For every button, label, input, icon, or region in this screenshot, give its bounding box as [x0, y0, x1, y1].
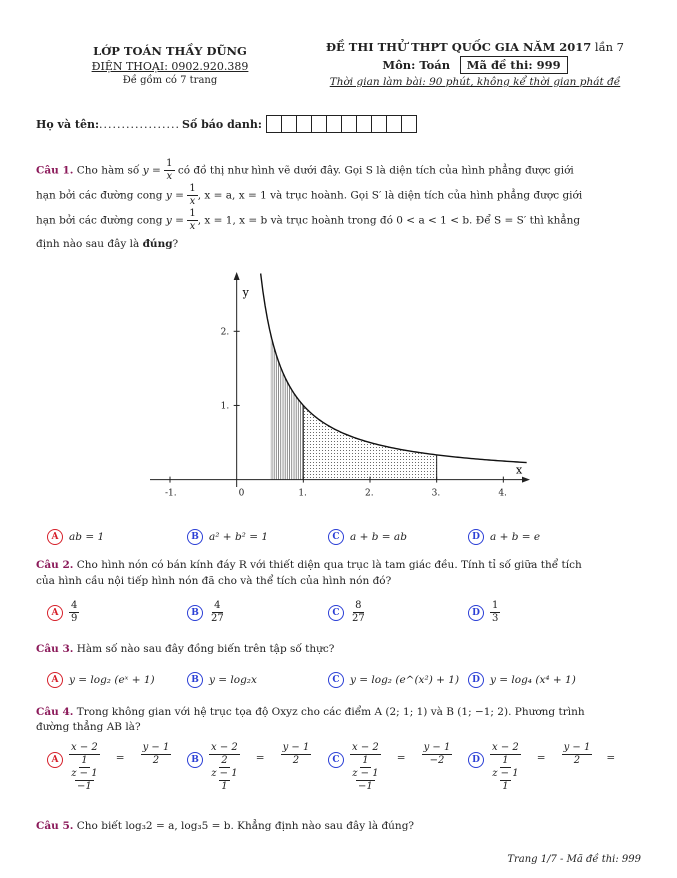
q2-text: Cho hình nón có bán kính đáy R với thiết diện qua trục là tam giác đều. Tính tỉ số giữa thể tích	[76, 559, 582, 571]
y-tick-label: 1.	[220, 401, 230, 412]
school-name: LỚP TOÁN THẦY DŨNG	[93, 44, 247, 58]
y-axis-label: y	[242, 286, 249, 299]
question-4	[36, 705, 646, 735]
x-tick-label: 1.	[298, 488, 307, 499]
q1-text: y =	[142, 164, 161, 177]
option-text: a² + b² = 1	[209, 531, 269, 543]
option-letter-b: B	[187, 605, 203, 621]
option-letter-c: C	[328, 672, 344, 688]
name-field[interactable]: ..................	[99, 117, 180, 131]
sbd-boxes[interactable]	[266, 115, 417, 133]
option-letter-d: D	[468, 672, 484, 688]
option-letter-b: B	[187, 529, 203, 545]
q3-option-c[interactable]	[328, 672, 459, 688]
option-text: y = log₂ (eˣ + 1)	[69, 674, 155, 686]
fraction: $\frac{4}{9}$	[71, 600, 78, 624]
y-tick-label: 2.	[220, 327, 230, 338]
y-axis-arrow	[234, 272, 240, 280]
q1-text: , x = 1, x = b và trục hoành trong đó 0 < a < 1 < b. Để S = S′ thì khẳng	[197, 214, 581, 227]
exam-code-box: Mã đề thi: 999	[460, 56, 568, 74]
sbd-label: Số báo danh:	[182, 117, 262, 131]
phone-number: ĐIỆN THOẠI: 0902.920.389	[91, 60, 249, 73]
q2-option-d[interactable]	[468, 600, 500, 625]
page-count: Đề gồm có 7 trang	[122, 75, 218, 86]
equals-sign: =	[115, 752, 125, 764]
q1-text: , x = a, x = 1 và trục hoành. Gọi S′ là diện tích của hình phẳng được giới	[197, 189, 583, 202]
x-tick-label: 4.	[498, 488, 507, 499]
q3-text: Hàm số nào sau đây đồng biến trên tập số thực?	[76, 643, 335, 655]
q4-option-d[interactable]	[468, 742, 615, 793]
option-text: a + b = ab	[350, 531, 407, 543]
x-axis-arrow	[522, 477, 530, 483]
q1-option-d[interactable]	[468, 529, 540, 545]
q2-text: của hình cầu nội tiếp hình nón đã cho và thể tích của hình nón đó?	[36, 575, 392, 587]
option-text: y = log₂ (e^(x²) + 1)	[350, 674, 460, 686]
q1-text: hạn bởi các đường cong	[36, 214, 163, 227]
question-2	[36, 557, 646, 589]
q3-option-d[interactable]	[468, 672, 576, 688]
q1-text: hạn bởi các đường cong	[36, 189, 163, 202]
q2-option-b[interactable]	[187, 600, 226, 625]
time-note: Thời gian làm bài: 90 phút, không kể thời gian phát đề	[329, 76, 621, 88]
equals-sign: =	[606, 752, 616, 764]
subject: Môn: Toán	[382, 58, 451, 72]
q1-label: Câu 1.	[36, 164, 74, 177]
q4-label: Câu 4.	[36, 706, 74, 718]
q4-text: Trong không gian với hệ trục tọa độ Oxyz cho các điểm A (2; 1; 1) và B (1; −1; 2). Phương trình	[76, 706, 585, 718]
q1-text: ?	[172, 238, 179, 250]
header-left	[70, 44, 270, 86]
question-5	[36, 820, 414, 832]
x-tick-label: 2.	[365, 488, 374, 499]
q1-text-bold: đúng	[142, 238, 173, 250]
option-text: y = log₄ (x⁴ + 1)	[490, 674, 576, 686]
option-letter-c: C	[328, 529, 344, 545]
option-letter-d: D	[468, 529, 484, 545]
fraction: $\frac{y - 1}{-2}$	[423, 742, 451, 766]
option-text: y = log₂x	[209, 674, 257, 686]
q1-text: có đồ thị như hình vẽ dưới đây. Gọi S là diện tích của hình phẳng được giới	[177, 164, 574, 177]
q4-option-c[interactable]	[328, 742, 452, 793]
option-text: a + b = e	[490, 531, 541, 543]
question-3	[36, 643, 334, 655]
q3-option-a[interactable]	[47, 672, 155, 688]
q2-option-c[interactable]	[328, 600, 367, 625]
equals-sign: =	[255, 752, 265, 764]
x-tick-label: -1.	[165, 488, 177, 499]
option-letter-a: A	[47, 752, 63, 768]
x-tick-label: 0	[238, 488, 245, 499]
option-letter-d: D	[468, 605, 484, 621]
q1-text: y =	[165, 189, 184, 202]
shaded-region-s	[270, 331, 303, 479]
q1-text: định nào sau đây là	[36, 238, 140, 250]
q3-option-b[interactable]	[187, 672, 257, 688]
fraction: $\frac{8}{27}$	[352, 600, 365, 624]
q1-text: y =	[165, 214, 184, 227]
question-1	[36, 158, 646, 255]
equals-sign: =	[396, 752, 406, 764]
student-info	[36, 115, 417, 133]
x-axis-label: x	[516, 463, 523, 477]
q5-label: Câu 5.	[36, 820, 74, 832]
option-letter-a: A	[47, 605, 63, 621]
equals-sign: =	[536, 752, 546, 764]
fraction: $\frac{1}{3}$	[492, 600, 499, 624]
q1-text: Cho hàm số	[76, 164, 140, 177]
fraction: x − 2 1 z − 1 1	[492, 742, 519, 792]
q2-option-a[interactable]	[47, 600, 79, 625]
q4-option-b[interactable]	[187, 742, 311, 793]
header-right	[300, 40, 650, 88]
option-letter-a: A	[47, 672, 63, 688]
fraction: $\frac{y - 1}{2}$	[142, 742, 170, 766]
q2-label: Câu 2.	[36, 559, 74, 571]
option-letter-b: B	[187, 672, 203, 688]
fraction: $\frac{y - 1}{2}$	[563, 742, 591, 766]
fraction: $\frac{1}{x}$	[189, 183, 196, 207]
q1-option-c[interactable]	[328, 529, 407, 545]
exam-title: ĐỀ THI THỬ THPT QUỐC GIA NĂM 2017	[325, 40, 592, 54]
x-tick-label: 3.	[431, 488, 441, 499]
option-letter-d: D	[468, 752, 484, 768]
fraction: $\frac{4}{27}$	[211, 600, 224, 624]
q1-option-a[interactable]	[47, 529, 104, 545]
option-letter-b: B	[187, 752, 203, 768]
fraction: x − 2 1 z − 1 −1	[71, 742, 98, 792]
q5-text: Cho biết log₃2 = a, log₃5 = b. Khẳng định nào sau đây là đúng?	[76, 820, 415, 832]
q4-text: đường thẳng AB là?	[36, 721, 141, 733]
page-footer: Trang 1/7 - Mã đề thi: 999	[507, 854, 641, 865]
fraction: $\frac{y - 1}{2}$	[282, 742, 310, 766]
q3-label: Câu 3.	[36, 643, 74, 655]
q1-option-b[interactable]	[187, 529, 268, 545]
function-graph	[150, 272, 530, 499]
option-letter-a: A	[47, 529, 63, 545]
q4-option-a[interactable]	[47, 742, 171, 793]
option-letter-c: C	[328, 752, 344, 768]
name-label: Họ và tên:	[36, 117, 100, 131]
fraction: $\frac{1}{x}$	[166, 158, 173, 182]
exam-attempt: lần 7	[594, 40, 624, 54]
option-text: ab = 1	[69, 531, 105, 543]
fraction: x − 2 1 z − 1 −1	[352, 742, 379, 792]
option-letter-c: C	[328, 605, 344, 621]
fraction: x − 2 2 z − 1 1	[211, 742, 238, 792]
fraction: $\frac{1}{x}$	[189, 208, 196, 232]
